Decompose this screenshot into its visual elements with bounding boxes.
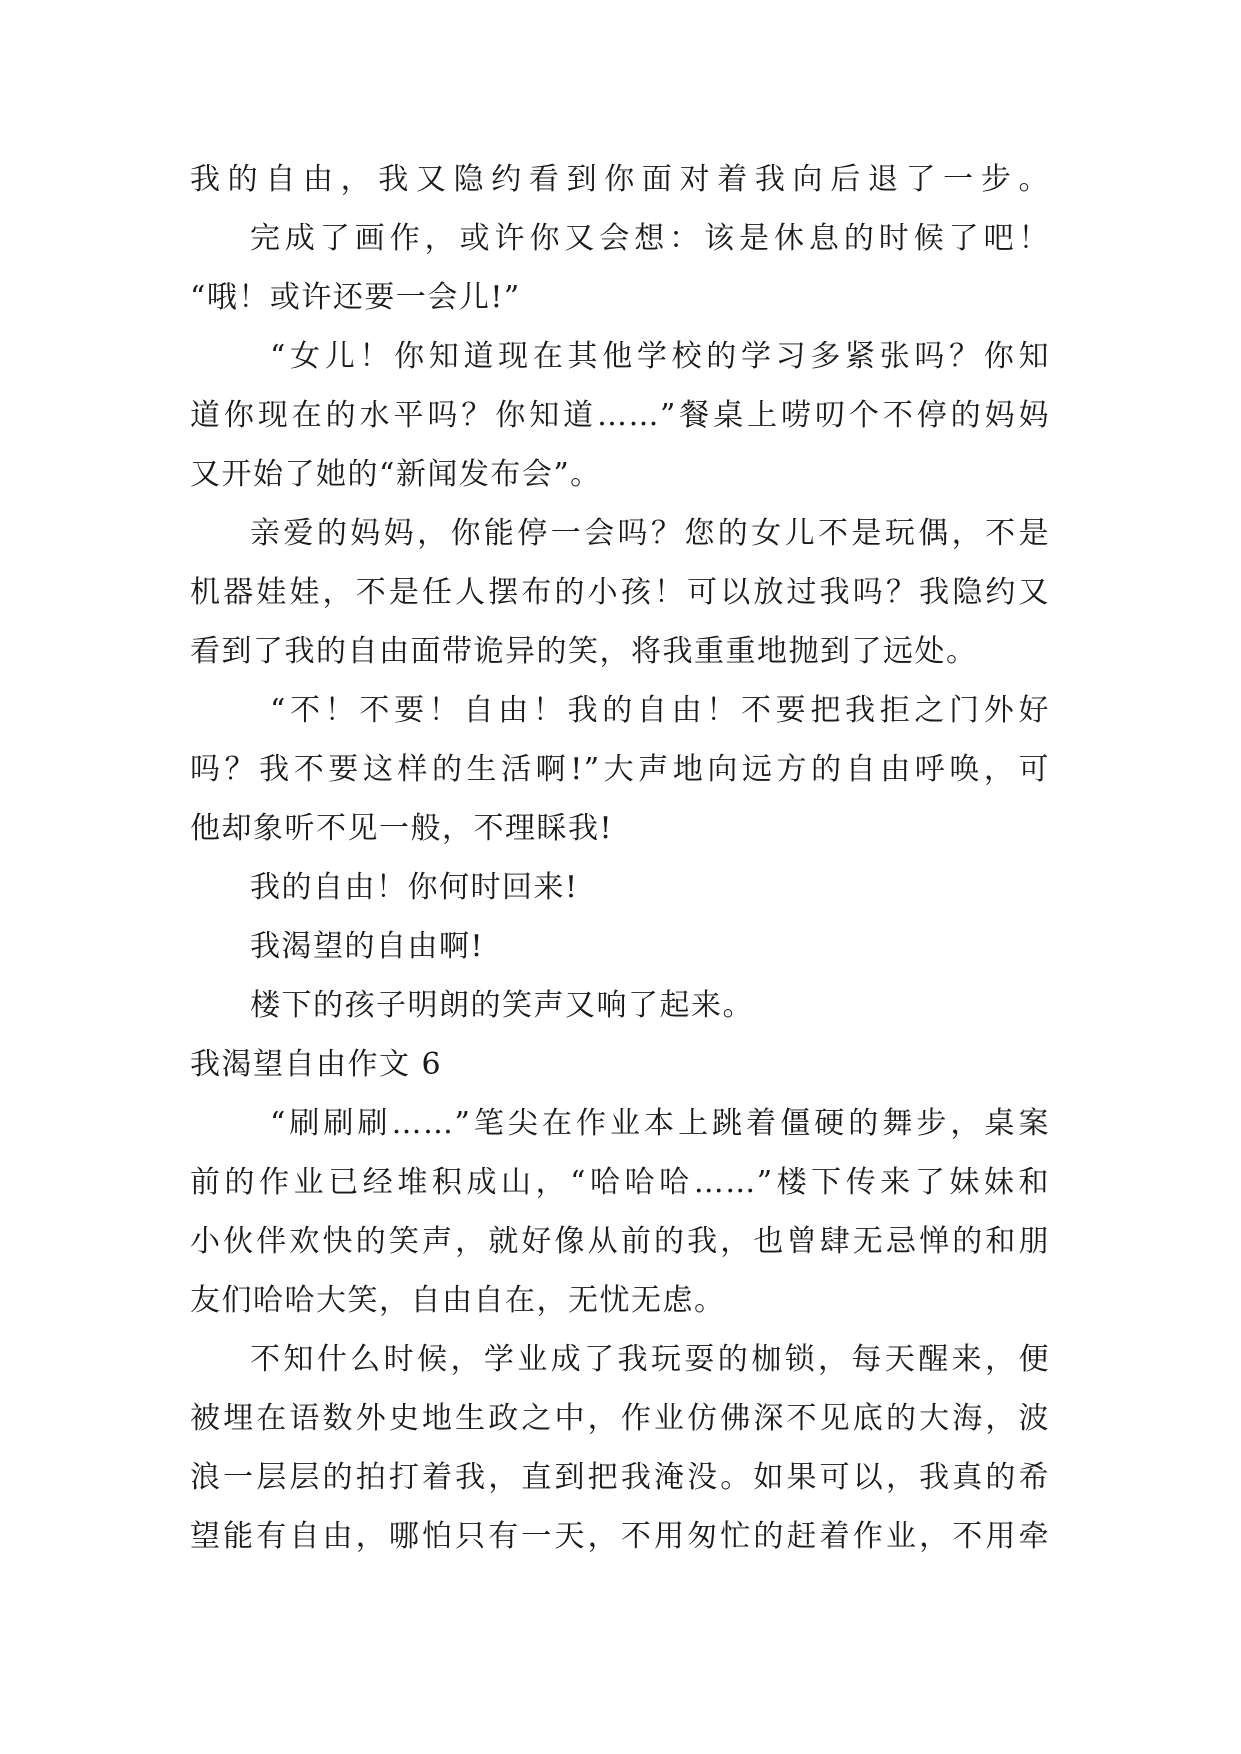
text-line: 机器娃娃，不是任人摆布的小孩！可以放过我吗？我隐约又 bbox=[190, 575, 1050, 610]
text-line: 他却象听不见一般，不理睬我! bbox=[190, 811, 614, 846]
text-line: 我渴望的自由啊! bbox=[250, 929, 485, 964]
text-line: 完成了画作，或许你又会想：该是休息的时候了吧！ bbox=[250, 221, 1050, 256]
text-line: “刷刷刷……”笔尖在作业本上跳着僵硬的舞步，桌案 bbox=[270, 1106, 1050, 1141]
text-line: 小伙伴欢快的笑声，就好像从前的我，也曾肆无忌惮的和朋 bbox=[190, 1224, 1050, 1259]
text-line: 我的自由，我又隐约看到你面对着我向后退了一步。 bbox=[190, 162, 1050, 197]
text-line: “哦！或许还要一会儿!” bbox=[190, 280, 521, 315]
text-line: 我的自由！你何时回来! bbox=[250, 870, 579, 905]
text-line: 望能有自由，哪怕只有一天，不用匆忙的赶着作业，不用牵 bbox=[190, 1519, 1050, 1554]
text-line: 亲爱的妈妈，你能停一会吗？您的女儿不是玩偶，不是 bbox=[250, 516, 1050, 551]
text-line: “女儿！你知道现在其他学校的学习多紧张吗？你知 bbox=[270, 339, 1050, 374]
text-line: 不知什么时候，学业成了我玩耍的枷锁，每天醒来，便 bbox=[250, 1342, 1050, 1377]
text-line: 前的作业已经堆积成山，“哈哈哈……”楼下传来了妹妹和 bbox=[190, 1165, 1050, 1200]
text-line: “不！不要！自由！我的自由！不要把我拒之门外好 bbox=[270, 693, 1050, 728]
text-line: 被埋在语数外史地生政之中，作业仿佛深不见底的大海，波 bbox=[190, 1401, 1050, 1436]
text-line: 浪一层层的拍打着我，直到把我淹没。如果可以，我真的希 bbox=[190, 1460, 1050, 1495]
text-line: 友们哈哈大笑，自由自在，无忧无虑。 bbox=[190, 1283, 726, 1318]
text-line: 吗？我不要这样的生活啊!”大声地向远方的自由呼唤，可 bbox=[190, 752, 1050, 787]
section-heading: 我渴望自由作文 6 bbox=[190, 1047, 443, 1082]
text-line: 又开始了她的“新闻发布会”。 bbox=[190, 457, 602, 492]
text-line: 看到了我的自由面带诡异的笑，将我重重地抛到了远处。 bbox=[190, 634, 978, 669]
document-page bbox=[190, 150, 1050, 1566]
text-line: 道你现在的水平吗？你知道……”餐桌上唠叨个不停的妈妈 bbox=[190, 398, 1050, 433]
text-line: 楼下的孩子明朗的笑声又响了起来。 bbox=[250, 988, 754, 1023]
